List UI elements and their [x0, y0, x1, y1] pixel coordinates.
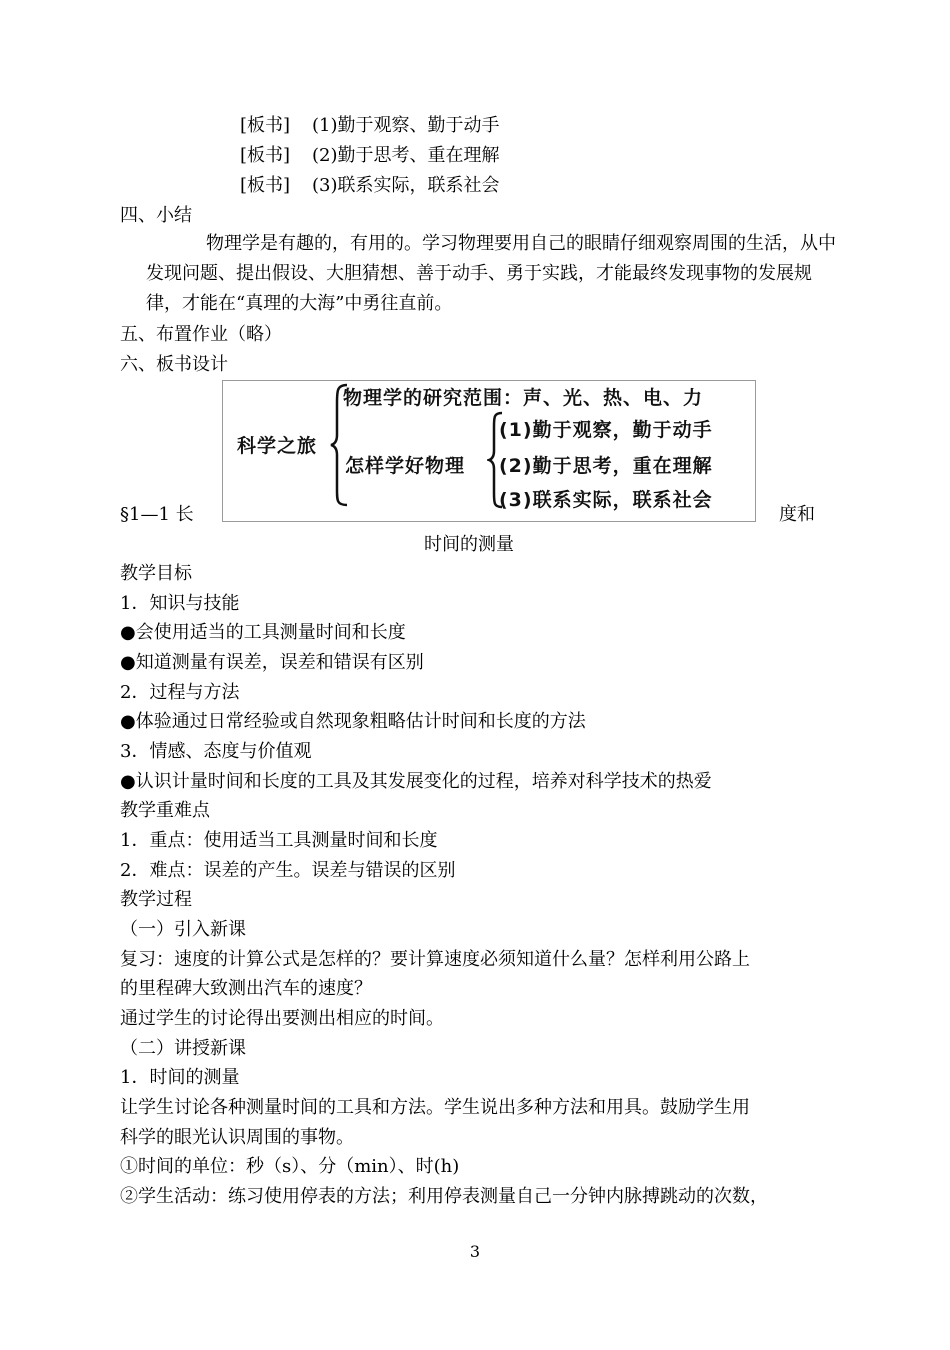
banshu-tag: [板书] — [240, 115, 291, 136]
board-item-3: (3)联系实际，联系社会 — [499, 489, 713, 511]
body-line: 通过学生的讨论得出要测出相应的时间。 — [120, 1008, 444, 1029]
board-item-1: (1)勤于观察，勤于动手 — [499, 419, 713, 441]
body-line: 教学目标 — [120, 563, 192, 584]
body-line: （二）讲授新课 — [120, 1038, 246, 1059]
summary-paragraph — [146, 229, 836, 319]
body-line: ●会使用适当的工具测量时间和长度 — [120, 622, 406, 643]
board-branch2: 怎样学好物理 — [345, 455, 466, 477]
banshu-line-2 — [240, 144, 500, 168]
board-item-2: (2)勤于思考，重在理解 — [499, 455, 713, 477]
body-line: 2．难点：误差的产生。误差与错误的区别 — [120, 860, 456, 881]
body-line: ●体验通过日常经验或自然现象粗略估计时间和长度的方法 — [120, 711, 586, 732]
body-line: （一）引入新课 — [120, 919, 246, 940]
summary-text: 物理学是有趣的，有用的。学习物理要用自己的眼睛仔细观察周围的生活，从中发现问题、提出假设、大胆猜想、善于动手、勇于实践，才能最终发现事物的发展规律，才能在“真理的大海”中勇往直前。 — [146, 233, 836, 314]
body-line: 科学的眼光认识周围的事物。 — [120, 1127, 354, 1148]
banshu-tag: [板书] — [240, 175, 291, 196]
body-line: 3．情感、态度与价值观 — [120, 741, 312, 762]
body-line: 复习：速度的计算公式是怎样的？要计算速度必须知道什么量？怎样利用公路上 — [120, 949, 750, 970]
body-line: 2．过程与方法 — [120, 682, 240, 703]
homework-heading: 五、布置作业（略） — [120, 324, 282, 345]
banshu-text: (1)勤于观察、勤于动手 — [312, 115, 500, 136]
section-title-left: §1—1 长 — [120, 504, 194, 525]
board-branch1: 物理学的研究范围：声、光、热、电、力 — [343, 387, 704, 409]
body-line: ●认识计量时间和长度的工具及其发展变化的过程，培养对科学技术的热爱 — [120, 771, 712, 792]
banshu-text: (2)勤于思考、重在理解 — [312, 145, 500, 166]
board-root: 科学之旅 — [237, 435, 318, 457]
body-line: 教学重难点 — [120, 800, 210, 821]
board-design-heading: 六、板书设计 — [120, 354, 228, 375]
summary-heading: 四、小结 — [120, 205, 192, 226]
banshu-line-1 — [240, 114, 500, 138]
banshu-line-3 — [240, 174, 500, 198]
body-line: 的里程碑大致测出汽车的速度？ — [120, 978, 372, 999]
body-line: 教学过程 — [120, 889, 192, 910]
page-number: 3 — [469, 1242, 481, 1261]
body-line: 1．重点：使用适当工具测量时间和长度 — [120, 830, 438, 851]
body-line: 让学生讨论各种测量时间的工具和方法。学生说出多种方法和用具。鼓励学生用 — [120, 1097, 750, 1118]
board-design-figure — [222, 380, 756, 522]
body-line: ●知道测量有误差，误差和错误有区别 — [120, 652, 424, 673]
body-line: ①时间的单位：秒（s）、分（min）、时(h) — [120, 1156, 460, 1177]
section-title-line2: 时间的测量 — [424, 534, 514, 555]
body-line: 1．时间的测量 — [120, 1067, 240, 1088]
banshu-tag: [板书] — [240, 145, 291, 166]
section-title-right: 度和 — [779, 504, 815, 525]
body-line: ②学生活动：练习使用停表的方法；利用停表测量自己一分钟内脉搏跳动的次数， — [120, 1186, 768, 1207]
banshu-text: (3)联系实际，联系社会 — [312, 175, 500, 196]
body-line: 1．知识与技能 — [120, 593, 240, 614]
